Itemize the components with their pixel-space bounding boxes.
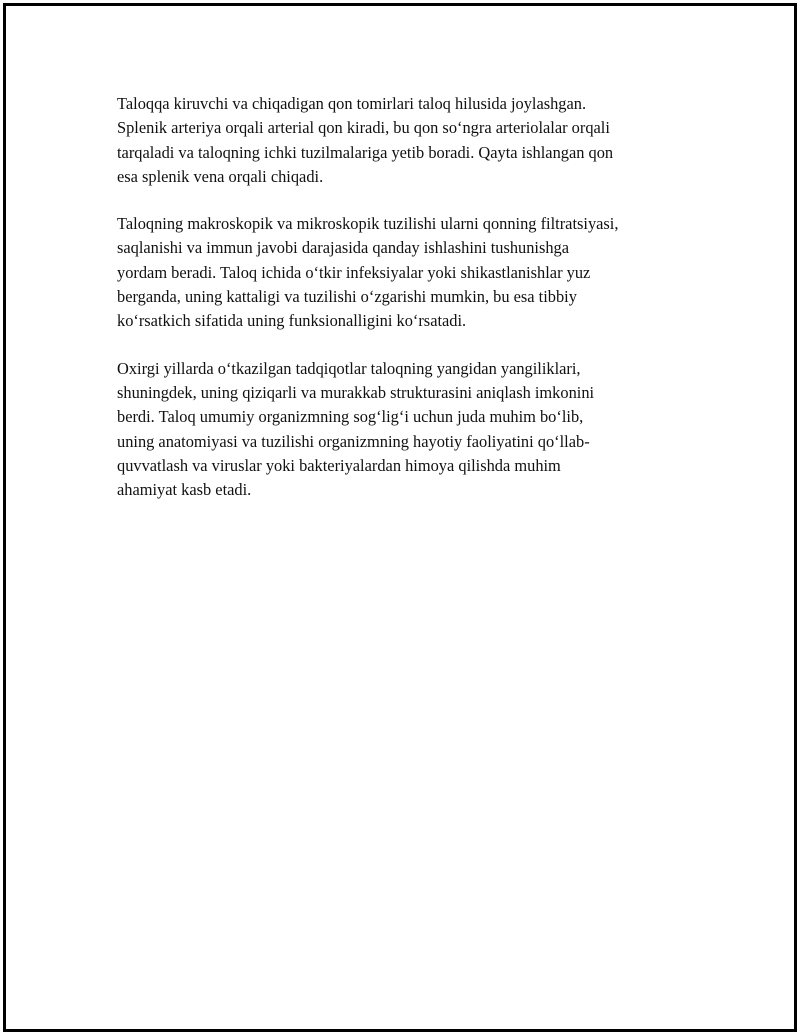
paragraph-recent-research: Oxirgi yillarda o‘tkazilgan tadqiqotlar taloqning yangidan yangiliklari, shuningdek, uning qiziqarli va murakkab strukturasini aniqlash imkonini berdi. Taloq umumiy organizmning sog‘lig‘i uchun juda muhim bo‘lib, uning anatomiyasi va tuzilishi organizmning hayotiy faoliyatini qo‘llab- quvvatlash va viruslar yoki bakteriyalardan himoya qilishda muhim ahamiyat kasb etadi. (117, 358, 595, 500)
paragraph-blood-vessels: Taloqqa kiruvchi va chiqadigan qon tomirlari taloq hilusida joylashgan. Splenik arteriya orqali arterial qon kiradi, bu qon so‘ngra arteriolalar orqali tarqaladi va taloqning ichki tuzilmalariga yetib boradi. Qayta ishlangan qon esa splenik vena orqali chiqadi. (117, 94, 614, 186)
paragraph-structure-function: Taloqning makroskopik va mikroskopik tuzilishi ularni qonning filtratsiyasi, saqlanishi va immun javobi darajasida qanday ishlashini tushunishga yordam beradi. Taloq ichida o‘tkir infeksiyalar yoki shikastlanishlar yuz berganda, uning kattaligi va tuzilishi o‘zgarishi mumkin, bu esa tibbiy ko‘rsatkich sifatida uning funksionalligini ko‘rsatadi. (117, 214, 619, 331)
document-body (117, 92, 697, 525)
